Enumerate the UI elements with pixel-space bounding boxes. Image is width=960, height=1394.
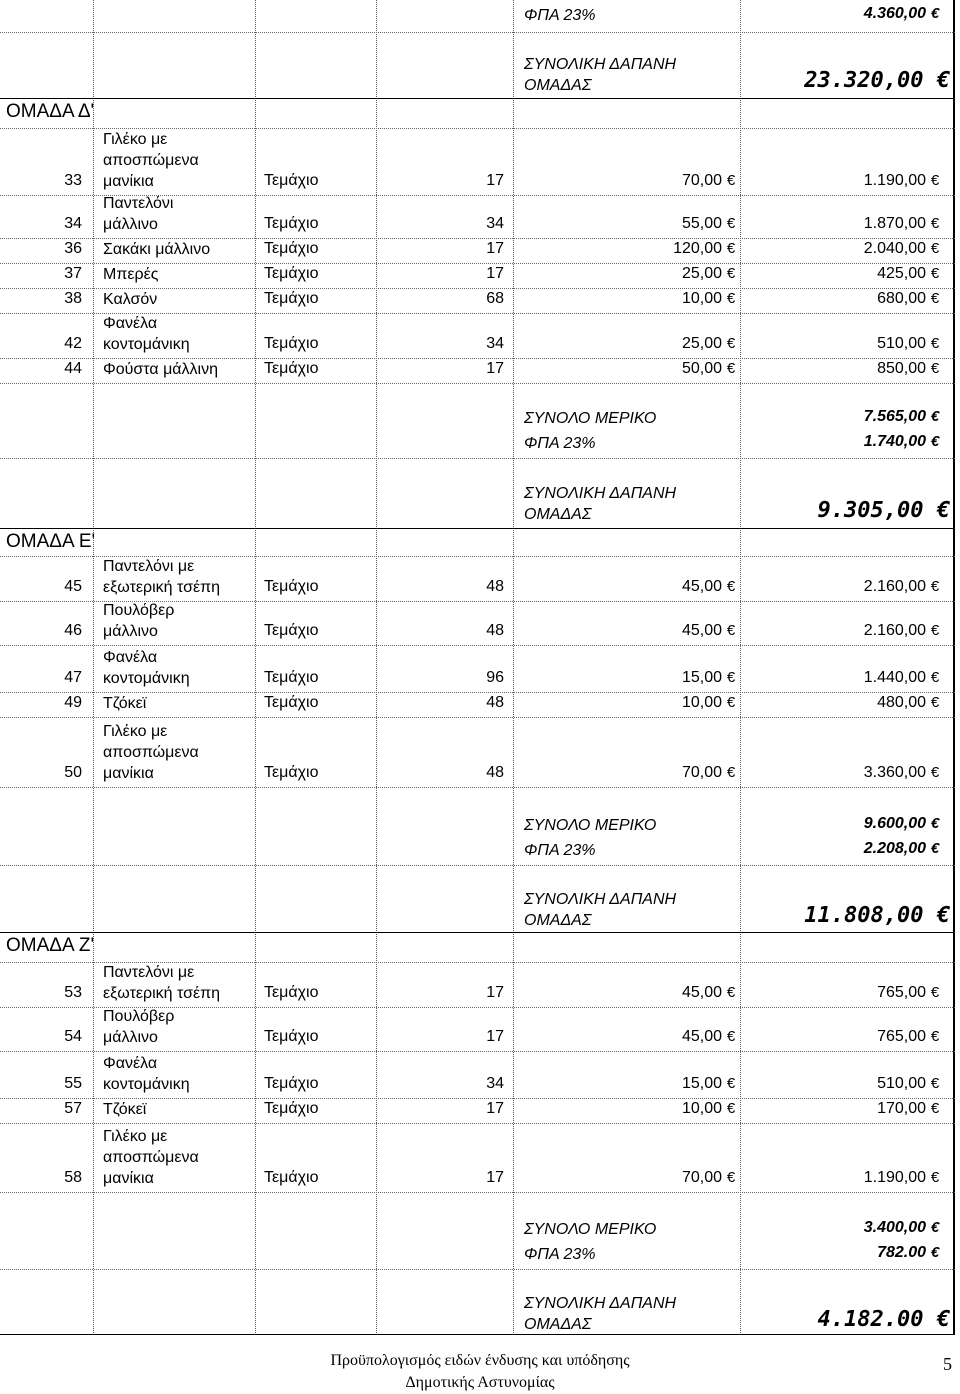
euro-icon: € (726, 694, 736, 711)
price-value: 55,00 (681, 215, 722, 232)
item-total (877, 694, 942, 712)
item-description-line: Μπερές (103, 266, 159, 283)
item-description (103, 129, 199, 192)
price-value: 50,00 (681, 360, 722, 377)
group-total-label: ΣΥΝΟΛΙΚΗ ΔΑΠΑΝΗ ΟΜΑΔΑΣ (524, 1295, 677, 1333)
row-number: 57 (64, 1100, 82, 1117)
column-divider (740, 0, 741, 1335)
item-description-line: Γιλέκο με (103, 131, 168, 148)
item-quantity: 17 (486, 265, 504, 282)
vat-label: ΦΠΑ 23% (524, 7, 596, 24)
item-unit: Τεμάχιο (264, 335, 319, 352)
subtotal-label: ΣΥΝΟΛΟ ΜΕΡΙΚΟ (524, 817, 657, 834)
euro-icon: € (726, 215, 736, 232)
item-description (103, 289, 157, 310)
vat-value: 1.740,00 € (863, 433, 940, 450)
row-divider (0, 645, 955, 646)
item-description (103, 359, 218, 380)
column-divider (255, 0, 256, 1335)
euro-icon: € (726, 1028, 736, 1045)
price-value: 45,00 (681, 984, 722, 1001)
item-total (864, 172, 942, 190)
item-description-line: Παντελόνι με (103, 558, 195, 575)
page-number: 5 (943, 1354, 952, 1374)
row-divider (0, 458, 955, 459)
total-value: 3.360,00 (863, 764, 926, 781)
item-unit: Τεμάχιο (264, 622, 319, 639)
vat-value: 782.00 € (877, 1244, 940, 1261)
row-divider (0, 1123, 955, 1124)
item-total (877, 360, 942, 378)
price-value: 25,00 (681, 335, 722, 352)
row-number: 37 (64, 265, 82, 282)
price-value: 45,00 (681, 1028, 722, 1045)
row-divider (0, 932, 955, 933)
total-value: 1.440,00 (863, 669, 926, 686)
row-divider (0, 717, 955, 718)
price-value: 70,00 (681, 1169, 722, 1186)
item-unit-price (682, 764, 738, 782)
row-number: 42 (64, 335, 82, 352)
item-unit: Τεμάχιο (264, 1100, 319, 1117)
price-value: 15,00 (681, 669, 722, 686)
subtotal-label: ΣΥΝΟΛΟ ΜΕΡΙΚΟ (524, 1221, 657, 1238)
price-value: 70,00 (681, 172, 722, 189)
row-divider (0, 98, 955, 99)
vat-label: ΦΠΑ 23% (524, 435, 596, 452)
row-divider (0, 1334, 955, 1335)
row-number: 45 (64, 578, 82, 595)
item-description (103, 193, 173, 235)
item-description (103, 962, 220, 1004)
item-total (877, 984, 942, 1002)
item-unit-price (682, 335, 738, 353)
item-description (103, 1006, 174, 1048)
group-total-value: 11.808,00 € (804, 903, 950, 928)
price-value: 15,00 (681, 1075, 722, 1092)
item-description-line: αποσπώμενα (103, 744, 199, 761)
item-description (103, 600, 174, 642)
price-value: 10,00 (681, 290, 722, 307)
euro-icon: € (930, 172, 940, 189)
vat-value: 4.360,00 € (863, 5, 940, 22)
item-quantity: 34 (486, 1075, 504, 1092)
item-quantity: 34 (486, 335, 504, 352)
item-unit-price (682, 1075, 738, 1093)
item-unit-price (682, 360, 738, 378)
item-description-line: Φανέλα (103, 315, 158, 332)
row-divider (0, 32, 955, 33)
item-quantity: 68 (486, 290, 504, 307)
item-total (877, 1075, 942, 1093)
euro-icon: € (726, 669, 736, 686)
euro-icon: € (930, 578, 940, 595)
euro-icon: € (726, 265, 736, 282)
item-description-line: μανίκια (103, 765, 154, 782)
item-description (103, 1099, 146, 1120)
row-divider (0, 1051, 955, 1052)
item-unit: Τεμάχιο (264, 764, 319, 781)
item-description (103, 1053, 190, 1095)
row-number: 58 (64, 1169, 82, 1186)
euro-icon: € (726, 1075, 736, 1092)
euro-icon: € (930, 694, 940, 711)
price-value: 70,00 (681, 764, 722, 781)
item-unit-price (682, 172, 738, 190)
item-total (864, 669, 942, 687)
row-number: 49 (64, 694, 82, 711)
item-total (877, 290, 942, 308)
row-number: 44 (64, 360, 82, 377)
item-quantity: 17 (486, 1169, 504, 1186)
item-description-line: κοντομάνικη (103, 670, 190, 687)
group-total-value: 23.320,00 € (804, 68, 950, 93)
item-total (864, 1169, 942, 1187)
subtotal-label: ΣΥΝΟΛΟ ΜΕΡΙΚΟ (524, 410, 657, 427)
item-quantity: 48 (486, 764, 504, 781)
euro-icon: € (930, 215, 940, 232)
item-description-line: εξωτερική τσέπη (103, 985, 221, 1002)
price-value: 45,00 (681, 622, 722, 639)
page-footer (0, 1350, 960, 1394)
item-quantity: 17 (486, 172, 504, 189)
euro-icon: € (930, 669, 940, 686)
vat-value: 2.208,00 € (863, 840, 940, 857)
item-description (103, 1126, 199, 1189)
euro-icon: € (930, 1100, 940, 1117)
euro-icon: € (930, 240, 940, 257)
right-border (953, 0, 955, 1335)
euro-icon: € (930, 622, 940, 639)
item-description-line: μάλλινο (103, 216, 158, 233)
item-description (103, 313, 190, 355)
item-total (877, 1100, 942, 1118)
row-divider (0, 1192, 955, 1193)
footer-subtitle: Δημοτικής Αστυνομίας (405, 1374, 555, 1391)
total-value: 170,00 (877, 1100, 926, 1117)
euro-icon: € (726, 984, 736, 1001)
item-unit-price (682, 265, 738, 283)
group-z-title: ΟΜΑΔΑ Ζ' (6, 935, 95, 956)
item-description-line: Τζόκεϊ (103, 1101, 147, 1118)
row-number: 33 (64, 172, 82, 189)
price-value: 45,00 (681, 578, 722, 595)
subtotal-value: 9.600,00 € (863, 815, 940, 832)
euro-icon: € (930, 360, 940, 377)
item-unit-price (682, 622, 738, 640)
item-description-line: Καλσόν (103, 291, 158, 308)
total-value: 425,00 (877, 265, 926, 282)
euro-icon: € (726, 240, 736, 257)
item-quantity: 17 (486, 240, 504, 257)
item-unit-price (682, 984, 738, 1002)
item-description-line: Φανέλα (103, 649, 158, 666)
item-unit-price (682, 1028, 738, 1046)
item-quantity: 34 (486, 215, 504, 232)
item-unit-price (673, 240, 738, 258)
item-description-line: μάλλινο (103, 1029, 158, 1046)
total-value: 765,00 (877, 1028, 926, 1045)
item-quantity: 48 (486, 578, 504, 595)
item-description (103, 693, 146, 714)
item-unit: Τεμάχιο (264, 1169, 319, 1186)
item-description-line: Σακάκι μάλλινο (103, 241, 211, 258)
item-description (103, 647, 190, 689)
item-total (864, 215, 942, 233)
subtotal-value: 7.565,00 € (863, 408, 940, 425)
item-description (103, 556, 220, 598)
column-divider (513, 0, 514, 1335)
item-unit-price (682, 290, 738, 308)
group-total-value: 9.305,00 € (817, 498, 950, 523)
item-unit-price (682, 1169, 738, 1187)
euro-icon: € (930, 290, 940, 307)
euro-icon: € (930, 1075, 940, 1092)
item-quantity: 17 (486, 1028, 504, 1045)
item-unit: Τεμάχιο (264, 694, 319, 711)
item-description-line: αποσπώμενα (103, 1149, 199, 1166)
row-number: 36 (64, 240, 82, 257)
item-unit: Τεμάχιο (264, 172, 319, 189)
total-value: 1.190,00 (863, 1169, 926, 1186)
item-description-line: εξωτερική τσέπη (103, 579, 221, 596)
item-total (877, 335, 942, 353)
item-description-line: Πουλόβερ (103, 602, 175, 619)
total-value: 850,00 (877, 360, 926, 377)
item-total (877, 1028, 942, 1046)
item-total (864, 578, 942, 596)
item-description-line: Φούστα μάλλινη (103, 361, 218, 378)
euro-icon: € (726, 172, 736, 189)
item-unit: Τεμάχιο (264, 290, 319, 307)
row-divider (0, 383, 955, 384)
total-value: 2.040,00 (863, 240, 926, 257)
row-number: 46 (64, 622, 82, 639)
group-total-label: ΣΥΝΟΛΙΚΗ ΔΑΠΑΝΗ ΟΜΑΔΑΣ (524, 56, 677, 94)
item-unit: Τεμάχιο (264, 215, 319, 232)
price-value: 25,00 (681, 265, 722, 282)
euro-icon: € (726, 622, 736, 639)
item-description-line: Τζόκεϊ (103, 695, 147, 712)
item-unit-price (682, 578, 738, 596)
footer-title: Προϋπολογισμός ειδών ένδυσης και υπόδησης (330, 1352, 630, 1369)
total-value: 510,00 (877, 335, 926, 352)
item-total (864, 764, 942, 782)
item-description-line: Γιλέκο με (103, 1128, 168, 1145)
total-value: 680,00 (877, 290, 926, 307)
euro-icon: € (726, 578, 736, 595)
item-unit-price (682, 694, 738, 712)
price-value: 120,00 (673, 240, 722, 257)
price-value: 10,00 (681, 1100, 722, 1117)
item-description-line: Γιλέκο με (103, 723, 168, 740)
euro-icon: € (930, 1169, 940, 1186)
item-description-line: Φανέλα (103, 1055, 158, 1072)
item-description (103, 239, 210, 260)
item-quantity: 48 (486, 694, 504, 711)
total-value: 1.870,00 (863, 215, 926, 232)
item-unit: Τεμάχιο (264, 669, 319, 686)
row-number: 34 (64, 215, 82, 232)
item-description (103, 721, 199, 784)
item-quantity: 96 (486, 669, 504, 686)
item-unit: Τεμάχιο (264, 360, 319, 377)
total-value: 1.190,00 (863, 172, 926, 189)
row-number: 55 (64, 1075, 82, 1092)
item-quantity: 17 (486, 360, 504, 377)
item-description-line: μανίκια (103, 173, 154, 190)
item-unit-price (682, 215, 738, 233)
item-unit: Τεμάχιο (264, 265, 319, 282)
euro-icon: € (726, 764, 736, 781)
item-unit: Τεμάχιο (264, 240, 319, 257)
euro-icon: € (726, 335, 736, 352)
euro-icon: € (726, 360, 736, 377)
euro-icon: € (726, 290, 736, 307)
row-divider (0, 787, 955, 788)
group-total-label: ΣΥΝΟΛΙΚΗ ΔΑΠΑΝΗ ΟΜΑΔΑΣ (524, 485, 677, 523)
item-unit: Τεμάχιο (264, 1075, 319, 1092)
column-divider (376, 0, 377, 1335)
item-total (864, 622, 942, 640)
euro-icon: € (930, 1028, 940, 1045)
item-total (877, 265, 942, 283)
subtotal-value: 3.400,00 € (863, 1219, 940, 1236)
euro-icon: € (930, 984, 940, 1001)
row-divider (0, 528, 955, 529)
vat-label: ΦΠΑ 23% (524, 1246, 596, 1263)
euro-icon: € (726, 1100, 736, 1117)
group-total-label: ΣΥΝΟΛΙΚΗ ΔΑΠΑΝΗ ΟΜΑΔΑΣ (524, 891, 677, 929)
item-description-line: μανίκια (103, 1170, 154, 1187)
group-e-title: ΟΜΑΔΑ Ε' (6, 531, 96, 552)
euro-icon: € (726, 1169, 736, 1186)
item-total (864, 240, 942, 258)
group-total-value: 4.182.00 € (817, 1307, 950, 1332)
row-divider (0, 865, 955, 866)
row-number: 50 (64, 764, 82, 781)
euro-icon: € (930, 335, 940, 352)
item-quantity: 17 (486, 1100, 504, 1117)
total-value: 510,00 (877, 1075, 926, 1092)
item-unit-price (682, 1100, 738, 1118)
row-number: 38 (64, 290, 82, 307)
item-quantity: 48 (486, 622, 504, 639)
total-value: 480,00 (877, 694, 926, 711)
row-number: 47 (64, 669, 82, 686)
total-value: 2.160,00 (863, 622, 926, 639)
item-description-line: Πουλόβερ (103, 1008, 175, 1025)
item-description (103, 264, 158, 285)
column-divider (93, 0, 94, 1335)
item-quantity: 17 (486, 984, 504, 1001)
item-description-line: κοντομάνικη (103, 1076, 190, 1093)
price-value: 10,00 (681, 694, 722, 711)
item-description-line: αποσπώμενα (103, 152, 199, 169)
total-value: 2.160,00 (863, 578, 926, 595)
item-unit: Τεμάχιο (264, 1028, 319, 1045)
item-description-line: μάλλινο (103, 623, 158, 640)
row-number: 54 (64, 1028, 82, 1045)
group-d-title: ΟΜΑΔΑ Δ' (6, 101, 95, 122)
item-unit-price (682, 669, 738, 687)
item-description-line: Παντελόνι με (103, 964, 195, 981)
item-unit: Τεμάχιο (264, 984, 319, 1001)
euro-icon: € (930, 764, 940, 781)
item-unit: Τεμάχιο (264, 578, 319, 595)
vat-label: ΦΠΑ 23% (524, 842, 596, 859)
item-description-line: κοντομάνικη (103, 336, 190, 353)
item-description-line: Παντελόνι (103, 195, 174, 212)
euro-icon: € (930, 265, 940, 282)
row-number: 53 (64, 984, 82, 1001)
total-value: 765,00 (877, 984, 926, 1001)
row-divider (0, 1269, 955, 1270)
